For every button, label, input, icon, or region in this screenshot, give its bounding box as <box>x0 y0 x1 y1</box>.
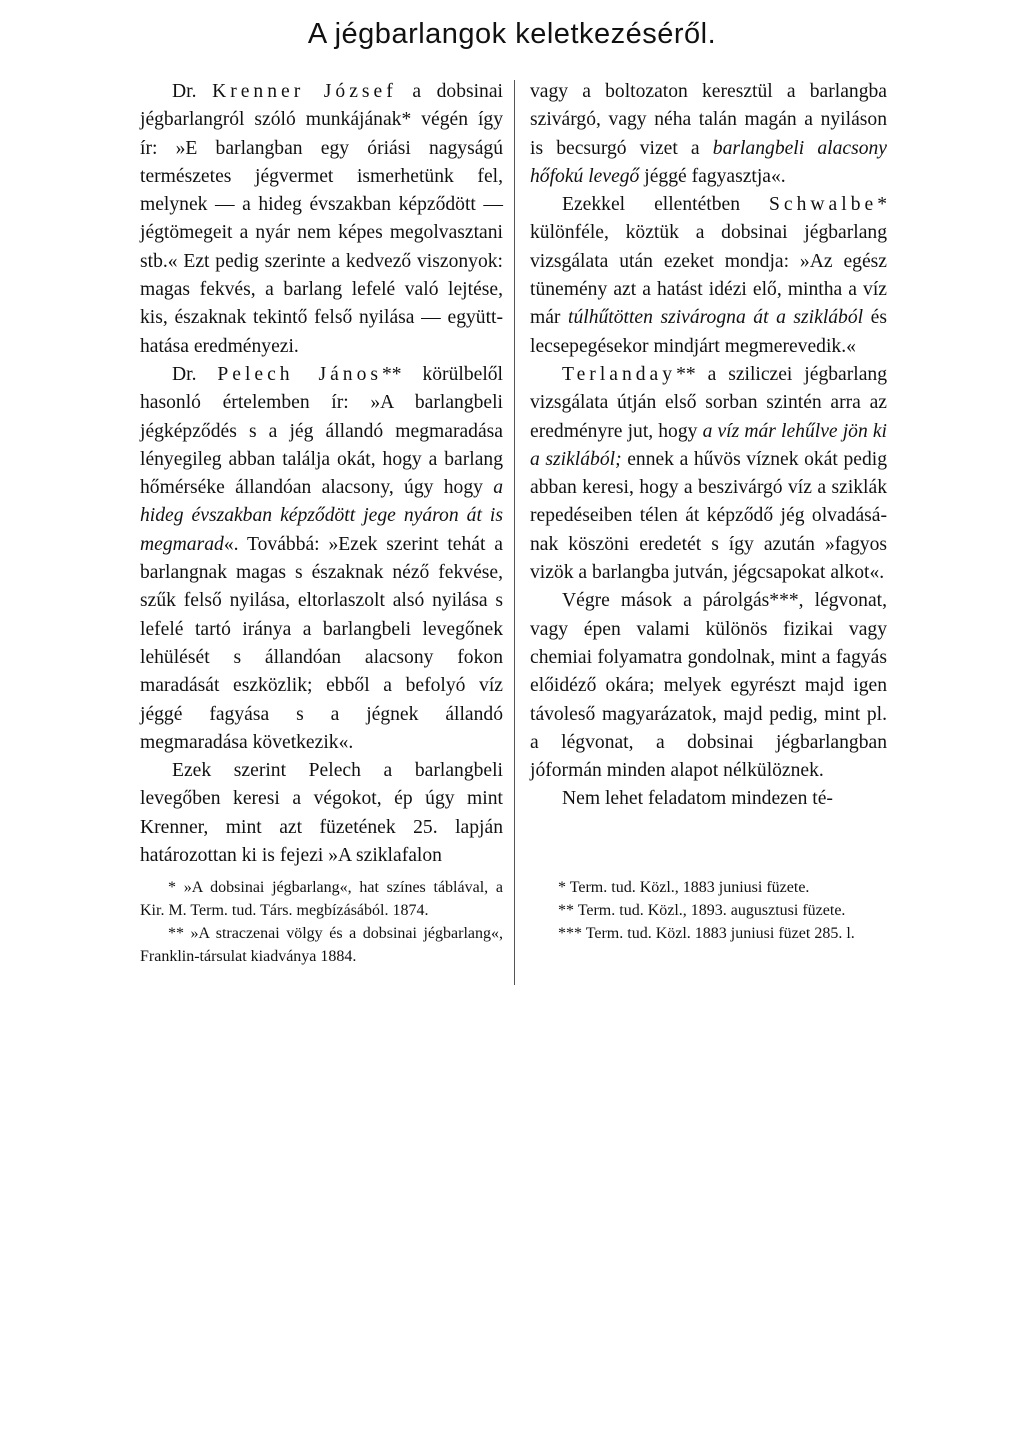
paragraph-text: * különféle, köztük a dobsinai jégbarlang vizsgálata után ezeket mondja: »Az egész tünemény azt a hatást idézi elő, mintha a víz már <box>530 194 887 329</box>
paragraph <box>530 785 887 813</box>
paragraph <box>530 191 887 361</box>
author-name: Pelech János <box>217 363 382 385</box>
paragraph-text: Ezekkel ellentétben <box>562 194 770 216</box>
column-divider <box>514 80 515 985</box>
paragraph-text: vagy a boltozaton keresztül a barlangba szivárgó, vagy néha talán magán a nyiláson is becsurgó vizet a <box>530 81 887 159</box>
paragraph <box>530 361 887 587</box>
paragraph-text: «. Továbbá: »Ezek szerint tehát a barlangnak magas s északnak néző fekvése, szűk felső nyilása, eltorlaszolt alsó nyilása s lefelé tartó iránya a barlangbeli levegőnek lehülését s állandóan alacsony fokon maradását eszközlik; ebből a befolyó víz jéggé fagyása s a jégnek állandó megmaradása következik«. <box>140 533 503 753</box>
paragraph-text: jéggé fagyasztja«. <box>639 165 786 187</box>
footnote: * »A dobsinai jégbarlang«, hat színes táblával, a Kir. M. Term. tud. Társ. megbízásából. 1874. <box>140 879 503 919</box>
italic-quote: barlangbeli alacsony hőfokú levegő <box>530 137 887 187</box>
paragraph-text: ennek a hűvös víznek okát pedig abban keresi, hogy a beszivárgó víz a sziklák repedéseiben télen át képződő jég olvadásának köszöni eredetét s így azután »fagyos vizök a barlangba jutván, jégcsapokat alkot«. <box>530 448 887 584</box>
paragraph-lead: Dr. <box>172 363 218 385</box>
paragraph-text: Végre mások a párolgás***, légvonat, vagy épen valami különös fizikai vagy chemiai folyamatra gondolnak, mint a fagyás előidéző okára; melyek egyrészt majd igen távoleső magyarázatok, majd pedig, mint pl. a légvonat, a dobsinai jégbarlangban jóformán minden alapot nélkülöznek. <box>530 590 887 782</box>
paragraph <box>140 361 503 757</box>
footnote: ** Term. tud. Közl., 1893. augusztusi füzete. <box>558 902 846 919</box>
italic-quote: a hideg évszakban képződött jege nyáron át is megmarad <box>140 477 503 555</box>
paragraph-text: Ezek szerint Pelech a barlangbeli levegőben keresi a végokot, ép úgy mint Krenner, mint azt füzetének 25. lapján határozottan ki is fejezi »A sziklafalon <box>140 760 503 867</box>
author-name: Schwalbe <box>769 194 878 216</box>
paragraph <box>530 78 887 191</box>
author-name: Krenner József <box>212 81 397 102</box>
paragraph-text: a dobsinai jégbarlangról szóló munkájának* végén így ír: »E barlangban egy óriási nagyságú természetes jégvermet ismerhetünk fel, melynek — a hideg évszakban képződött — jégtömegeit a nyár nem képes megolvasztani stb.« Ezt pedig szerinte a kedvező viszonyok: magas fekvés, a barlang lefelé való lejtése, kis, északnak tekintő felső nyilása — együtthatása eredményezi. <box>140 81 503 357</box>
page-title: A jégbarlangok keletkezéséről. <box>307 18 717 50</box>
footnotes-left <box>140 876 503 968</box>
left-column <box>140 78 503 870</box>
paragraph-text: ** a sziliczei jégbarlang vizsgálata útján első sorban szintén arra az eredményre jut, hogy <box>530 363 887 442</box>
right-column <box>530 78 887 814</box>
footnote: * Term. tud. Közl., 1883 juniusi füzete. <box>558 879 810 896</box>
paragraph-text: ** körülbelől hasonló értelemben ír: »A barlangbeli jégképződés s a jég állandó megmaradása lényegileg abban találja okát, hogy a barlang hőmérséke állandóan alacsony, úgy hogy <box>140 363 503 499</box>
paragraph-lead: Dr. <box>172 81 213 102</box>
footnote: *** Term. tud. Közl. 1883 juniusi füzet 285. l. <box>558 925 855 942</box>
paragraph-text: és lecsepegésekor mindjárt megmerevedik.« <box>530 307 887 357</box>
paragraph <box>530 587 887 785</box>
paragraph <box>140 78 503 361</box>
italic-quote: túlhűtötten szivárogna át a sziklából <box>568 307 864 329</box>
footnotes-right <box>530 876 887 945</box>
paragraph <box>140 757 503 870</box>
paragraph-text: Nem lehet feladatom mindezen té- <box>562 788 833 810</box>
footnote: ** »A straczenai völgy és a dobsinai jégbarlang«, Franklin-társulat kiadványa 1884. <box>140 925 503 965</box>
author-name: Terlanday <box>562 363 677 385</box>
italic-quote: a víz már lehűlve jön ki a sziklából; <box>530 420 887 470</box>
